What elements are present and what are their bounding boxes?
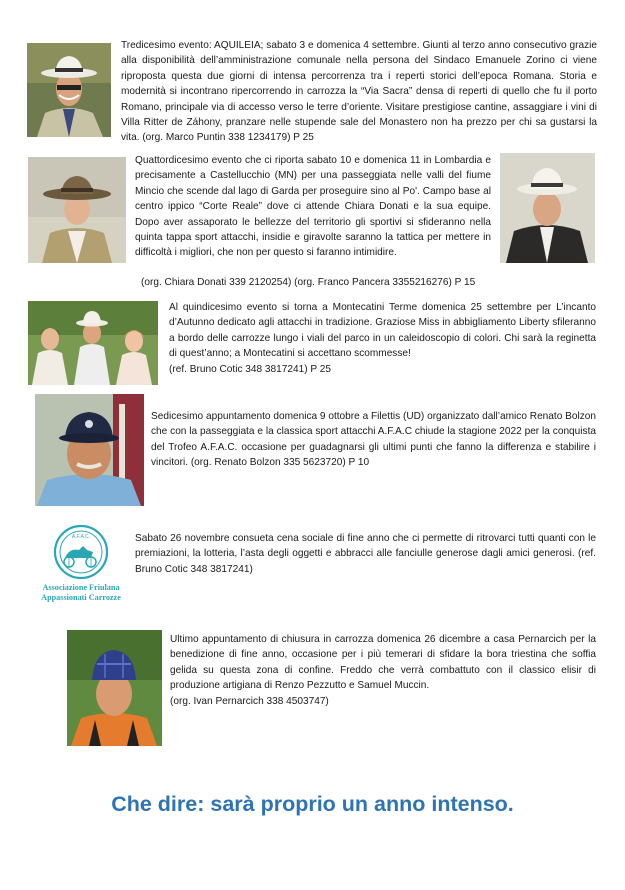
event-15-contacts: (ref. Bruno Cotic 348 3817241) P 25 xyxy=(169,363,331,375)
photo-man-white-hat-right xyxy=(500,153,595,263)
dinner-event-text xyxy=(135,531,596,577)
event-14-contacts-line: (org. Chiara Donati 339 2120254) (org. Franco Pancera 3355216276) P 15 xyxy=(141,277,476,288)
event-14-text xyxy=(135,153,491,261)
event-14-contacts xyxy=(141,275,501,290)
event-15-paragraph: Al quindicesimo evento si torna a Montecatini Terme domenica 25 settembre per L’incanto d’Autunno dedicato agli attacchi in tradizione. Graziose Miss in abbigliamento Liberty sfileranno a bordo delle carrozze lungo i viali del parco in un caleidoscopio di colori. Chi sarà la reginetta di quest’anno; a Montecatini si accettano scommesse! xyxy=(169,302,596,360)
closing-headline: Che dire: sarà proprio un anno intenso. xyxy=(111,792,514,816)
event-15-text xyxy=(169,300,596,377)
event-14-paragraph: Quattordicesimo evento che ci riporta sabato 10 e domenica 11 in Lombardia e precisamente a Castellucchio (MN) per una passeggiata nelle valli del fiume Mincio che scende dal lago di Garda per proseguire sino al Po'. Campo base al centro ippico “Corte Reale” dove ci attende Chiara Donati e la sua equipe. Dopo aver assaporato le bellezze del territorio gli sportivi si sfideranno nella quinta tappa sport attacchi, insidie e giravolte saranno la tattica per mettere in difficoltà i migliori, che non per questo si faranno intimidire. xyxy=(135,155,491,259)
afac-logo-line2: Appassionati Carrozze xyxy=(41,593,121,602)
afac-logo xyxy=(33,522,129,605)
final-event-text xyxy=(170,632,596,709)
photo-liberty-misses xyxy=(28,301,158,385)
dinner-event-paragraph: Sabato 26 novembre consueta cena sociale di fine anno che ci permette di ritrovarci tutti quanti con le premiazioni, la lotteria, l’asta degli oggetti e abbracci alle fanciulle generose dagli amici generosi. (ref. Bruno Cotic 348 3817241) xyxy=(135,533,596,575)
afac-logo-initials: A.F.A.C. xyxy=(71,534,91,540)
photo-man-helmet xyxy=(67,630,162,746)
event-16-text xyxy=(151,409,596,471)
afac-logo-line1: Associazione Friulana xyxy=(42,583,120,592)
final-event-contacts: (org. Ivan Pernarcich 338 4503747) xyxy=(170,695,329,707)
photo-woman-wide-hat xyxy=(28,157,126,263)
event-13-text xyxy=(121,38,597,146)
photo-man-white-hat xyxy=(27,43,111,137)
photo-man-cap xyxy=(35,394,144,506)
final-event-paragraph: Ultimo appuntamento di chiusura in carrozza domenica 26 dicembre a casa Pernarcich per la benedizione di fine anno, occasione per i più temerari di sfidare la bora triestina che soffia gelida su questa zona di confine. Freddo che verrà combattuto con il classico elisir di produzione artigiana di Renzo Pezzutto e Samuel Muccin. xyxy=(170,634,596,692)
event-13-paragraph: Tredicesimo evento: AQUILEIA; sabato 3 e domenica 4 settembre. Giunti al terzo anno consecutivo grazie alla disponibilità dell’amministrazione comunale nella persona del Sindaco Emanuele Zorino ci viene riproposta questa due giorni di intensa percorrenza tra i reperti storici dell’epoca Romana. Storia e modernità si incontrano ripercorrendo in carrozza la “Via Sacra” densa di reperti di quello che fu il porto Romano, principale via di accesso verso le terre d’oriente. Visitare prestigiose cantine, assaggiare i vini di Villa Ritter de Záhony, pranzare nelle stupende sale del Monastero non ha prezzo per chi sa gustarsi la vita. (org. Marco Puntin 338 1234179) P 25 xyxy=(121,40,597,144)
event-16-paragraph: Sedicesimo appuntamento domenica 9 ottobre a Filettis (UD) organizzato dall’amico Renato Bolzon che con la passeggiata e la classica sport attacchi A.F.A.C chiude la stagione 2022 per la conquista del Trofeo A.F.A.C. occasione per guadagnarsi gli ultimi punti che fanno la differenza e stabilire i vincitori. (org. Renato Bolzon 335 5623720) P 10 xyxy=(151,411,596,469)
